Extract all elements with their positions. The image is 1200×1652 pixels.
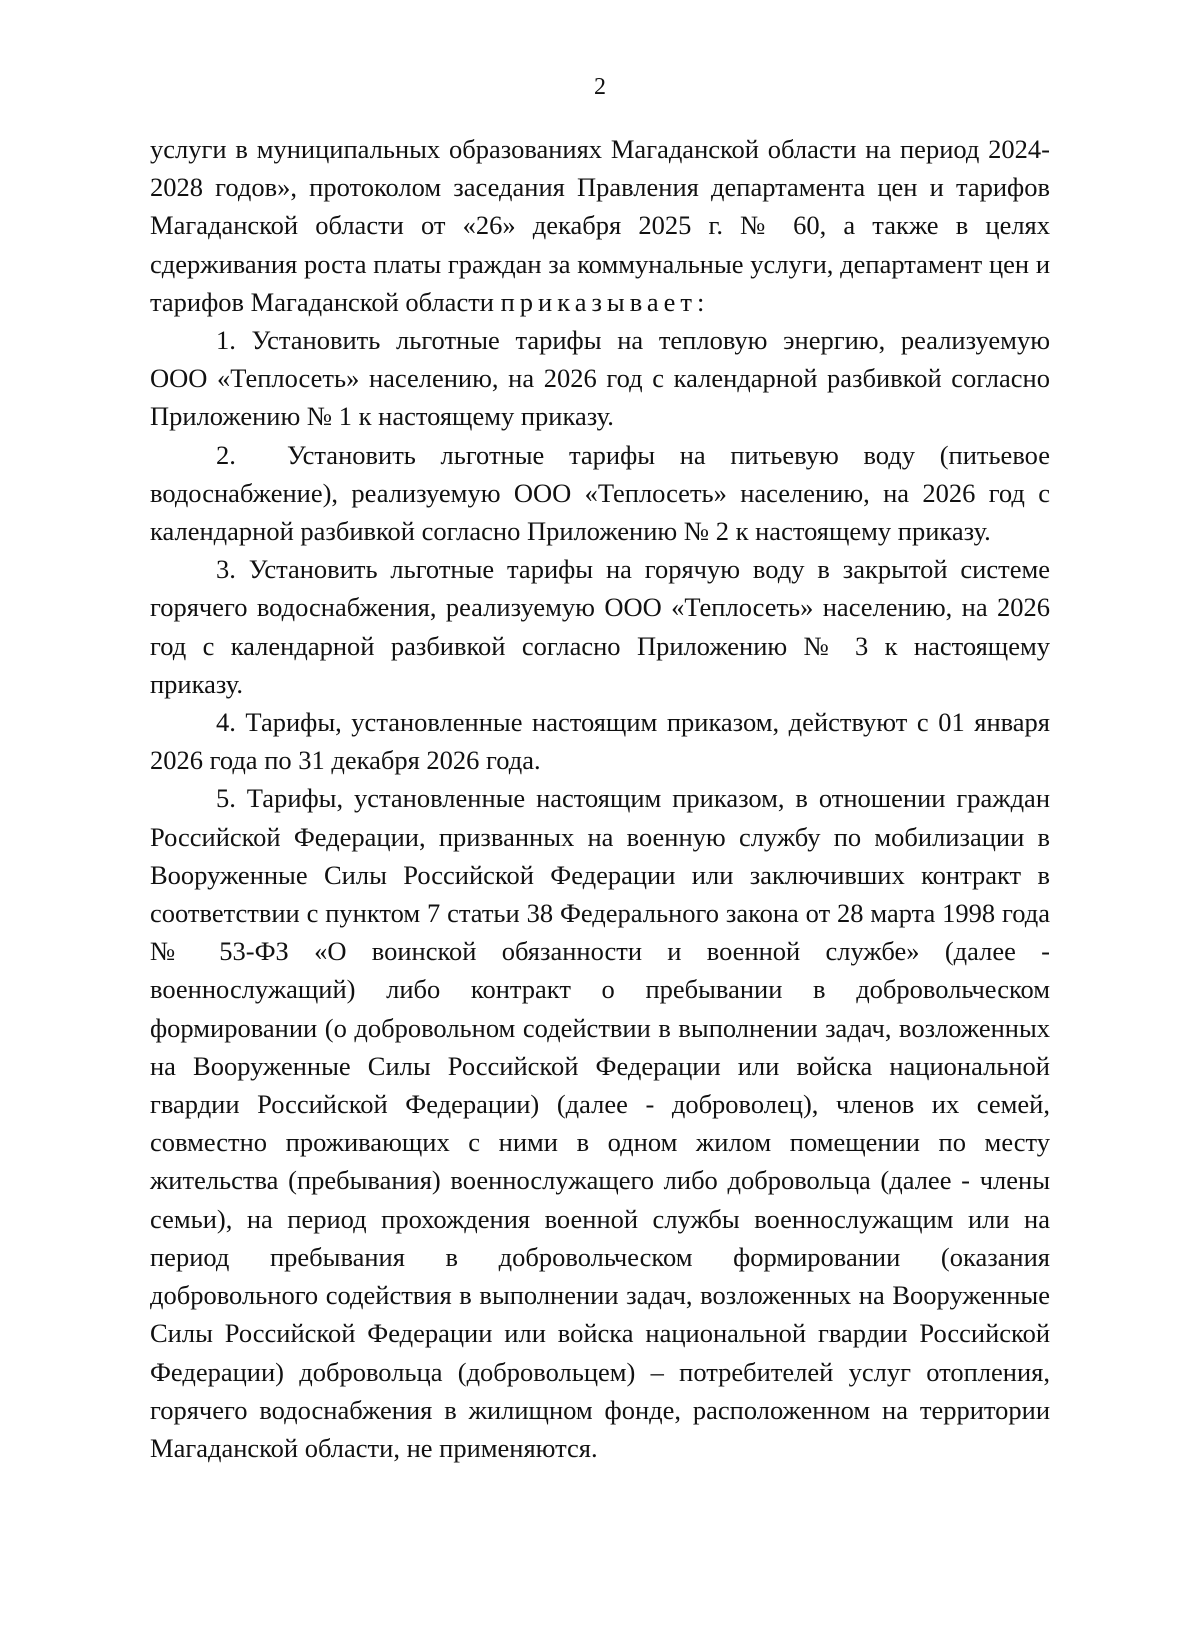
paragraph-item-4: 4. Тарифы, установленные настоящим приказом, действуют с 01 января 2026 года по 31 декабря 2026 года. <box>150 707 1050 776</box>
page-number: 2 <box>594 74 606 100</box>
paragraph-item-5: 5. Тарифы, установленные настоящим приказом, в отношении граждан Российской Федерации, призванных на военную службу по мобилизации в Вооруженные Силы Российской Федерации или заключивших контракт в соответствии с пунктом 7 статьи 38 Федерального закона от 28 марта 1998 года № 53-ФЗ «О воинской обязанности и военной службе» (далее - военнослужащий) либо контракт о пребывании в добровольческом формировании (о добровольном содействии в выполнении задач, возложенных на Вооруженные Силы Российской Федерации или войска национальной гвардии Российской Федерации) (далее - доброволец), членов их семей, совместно проживающих с ними в одном жилом помещении по месту жительства (пребывания) военнослужащего либо добровольца (далее - члены семьи), на период прохождения военной службы военнослужащим или на период пребывания в добровольческом формировании (оказания добровольного содействия в выполнении задач, возложенных на Вооруженные Силы Российской Федерации или войска национальной гвардии Российской Федерации) добровольца (добровольцем) – потребителей услуг отопления, горячего водоснабжения в жилищном фонде, расположенном на территории Магаданской области, не применяются. <box>150 783 1050 1463</box>
paragraph-text: услуги в муниципальных образованиях Магаданской области на период 2024-2028 годов», протоколом заседания Правления департамента цен и тарифов Магаданской области от «26» декабря 2025 г. № 60, а также в целях сдерживания роста платы граждан за коммунальные услуги, департамент цен и тарифов Магаданской области <box>150 134 1050 317</box>
paragraph-item-1: 1. Установить льготные тарифы на тепловую энергию, реализуемую ООО «Теплосеть» населению, на 2026 год с календарной разбивкой согласно Приложению № 1 к настоящему приказу. <box>150 325 1050 432</box>
document-body <box>150 130 1050 1467</box>
paragraph-item-2: 2. Установить льготные тарифы на питьевую воду (питьевое водоснабжение), реализуемую ООО «Теплосеть» населению, на 2026 год с календарной разбивкой согласно Приложению № 2 к настоящему приказу. <box>150 439 1050 547</box>
spaced-keyword: приказывает: <box>500 286 710 317</box>
paragraph-item-3: 3. Установить льготные тарифы на горячую воду в закрытой системе горячего водоснабжения, реализуемую ООО «Теплосеть» населению, на 2026 год с календарной разбивкой согласно Приложению № 3 к настоящему приказу. <box>150 554 1050 699</box>
paragraph-preamble <box>150 130 1050 321</box>
